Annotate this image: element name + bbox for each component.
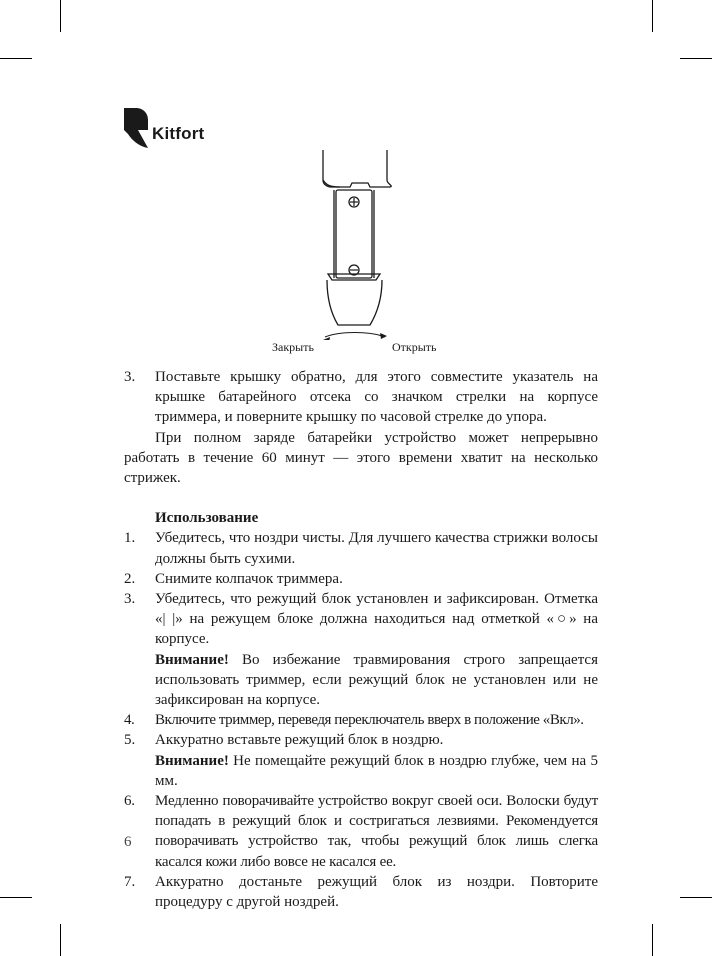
list-item xyxy=(124,589,598,650)
warning-text: Во избежание травмирования строго запрещается использовать триммер, если режущий блок не установлен или не зафиксирован на корпусе. xyxy=(155,651,598,709)
crop-mark xyxy=(680,58,712,59)
crop-mark xyxy=(680,897,712,898)
crop-mark xyxy=(652,0,653,32)
warning-note xyxy=(124,751,598,791)
battery-note: При полном заряде батарейки устройство может непрерывно работать в течение 60 минут — этого времени хватит на несколько стрижек. xyxy=(124,429,598,487)
page-number: 6 xyxy=(124,834,132,850)
item-number: 3. xyxy=(124,591,136,608)
item-number: 5. xyxy=(124,732,136,749)
crop-mark xyxy=(60,0,61,32)
item-number: 7. xyxy=(124,873,136,890)
label-close: Закрыть xyxy=(272,340,314,354)
item-text: Убедитесь, что режущий блок установлен и зафиксирован. Отметка «| |» на режущем блоке должна находиться над отметкой «○» на корпусе. xyxy=(155,591,598,648)
list-item xyxy=(124,528,598,568)
list-item xyxy=(124,569,598,589)
warning-label: Внимание! xyxy=(155,752,229,769)
crop-mark xyxy=(0,897,32,898)
crop-mark xyxy=(60,924,61,956)
list-item xyxy=(124,730,598,750)
crop-mark xyxy=(0,58,32,59)
brand-logo xyxy=(124,108,204,148)
item-text: Включите триммер, переведя переключатель вверх в положение «Вкл». xyxy=(155,712,584,729)
warning-text: Не помещайте режущий блок в ноздрю глубже, чем на 5 мм. xyxy=(155,752,598,789)
list-item xyxy=(124,710,598,730)
warning-label: Внимание! xyxy=(155,651,229,668)
item-text: Аккуратно вставьте режущий блок в ноздрю. xyxy=(155,732,444,749)
item-text: Снимите колпачок триммера. xyxy=(155,570,343,587)
item-number: 2. xyxy=(124,570,136,587)
kitfort-logo-icon xyxy=(124,108,148,148)
instructions-text xyxy=(124,367,598,912)
label-open: Открыть xyxy=(392,340,437,354)
item-text: Аккуратно достаньте режущий блок из ноздри. Повторите процедуру с другой ноздрей. xyxy=(155,873,598,911)
warning-note xyxy=(124,650,598,711)
item-text: Убедитесь, что ноздри чисты. Для лучшего качества стрижки волосы должны быть сухими. xyxy=(155,530,598,567)
item-text: Медленно поворачивайте устройство вокруг своей оси. Волоски будут попадать в режущий блок и состригаться лезвиями. Рекомендуется поворачивать устройство так, чтобы режущий блок лишь слегка касался кожи либо вовсе не касался ее. xyxy=(155,793,598,870)
item-number: 4. xyxy=(124,712,135,729)
item-text: Поставьте крышку обратно, для этого совместите указатель на крышке батарейного отсека со значком стрелки на корпусе триммера, и поверните крышку по часовой стрелке до упора. xyxy=(155,369,598,426)
list-item xyxy=(124,872,598,912)
item-number: 6. xyxy=(124,793,135,810)
list-item xyxy=(124,791,598,872)
battery-diagram xyxy=(270,150,450,340)
battery-figure xyxy=(270,150,450,360)
section-heading: Использование xyxy=(155,510,259,527)
list-item xyxy=(124,367,598,428)
item-number: 3. xyxy=(124,369,136,385)
item-number: 1. xyxy=(124,530,136,547)
brand-name: Kitfort xyxy=(152,124,205,143)
crop-mark xyxy=(652,924,653,956)
